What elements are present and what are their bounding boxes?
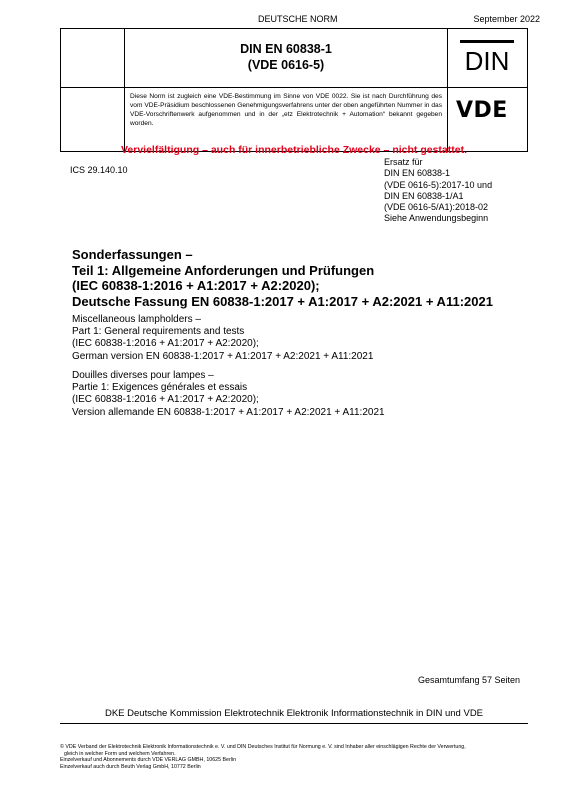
title-line: Teil 1: Allgemeine Anforderungen und Prüfungen bbox=[72, 262, 375, 278]
footer-rule bbox=[60, 723, 528, 724]
title-line: (IEC 60838-1:2016 + A1:2017 + A2:2020); bbox=[72, 278, 320, 294]
publication-date: September 2022 bbox=[473, 14, 540, 24]
copy-warning: Vervielfältigung – auch für innerbetriebliche Zwecke – nicht gestattet. bbox=[120, 144, 467, 156]
frame-divider bbox=[60, 87, 528, 88]
title-english bbox=[72, 314, 373, 363]
title-line: German version EN 60838-1:2017 + A1:2017 + A2:2021 + A11:2021 bbox=[72, 350, 374, 362]
vde-note: Diese Norm ist zugleich eine VDE-Bestimmung im Sinne von VDE 0022. Sie ist nach Durchführung des vom VDE-Präsidium beschlossenen Genehmigungsverfahrens unter der oben angeführten Nummer in das VDE-Vorschriftenwerk aufgenommen und in der „etz Elektrotechnik + Automation“ bekannt gegeben worden. bbox=[130, 93, 442, 127]
footer-line: © VDE Verband der Elektrotechnik Elektronik Informationstechnik e. V. und DIN Deutsches Institut für Normung e. V. sind Inhaber aller einschlägigen Rechte der Verwertung, bbox=[60, 744, 466, 750]
title-line: Deutsche Fassung EN 60838-1:2017 + A1:2017 + A2:2021 + A11:2021 bbox=[72, 293, 493, 309]
total-pages: Gesamtumfang 57 Seiten bbox=[417, 675, 520, 685]
din-logo-text: DIN bbox=[464, 46, 510, 76]
title-german bbox=[72, 247, 493, 309]
title-french bbox=[72, 370, 385, 419]
footer-line: gleich in welcher Form und welchem Verfahren. bbox=[64, 750, 176, 757]
title-line: Miscellaneous lampholders – bbox=[72, 314, 201, 325]
replacement-line: DIN EN 60838-1/A1 bbox=[384, 190, 464, 201]
title-line: Version allemande EN 60838-1:2017 + A1:2017 + A2:2021 + A11:2021 bbox=[72, 406, 385, 418]
replacement-line: Siehe Anwendungsbeginn bbox=[384, 213, 489, 224]
title-line: Part 1: General requirements and tests bbox=[72, 326, 245, 338]
frame-divider bbox=[447, 28, 448, 152]
title-line: Sonderfassungen – bbox=[72, 247, 193, 262]
replacement-info bbox=[384, 157, 492, 225]
vde-logo: VDE bbox=[456, 98, 508, 123]
din-logo bbox=[456, 36, 518, 78]
replacement-line: DIN EN 60838-1 bbox=[384, 168, 451, 179]
replacement-line: (VDE 0616-5/A1):2018-02 bbox=[384, 202, 489, 213]
footer-line: Einzelverkauf auch durch Beuth Verlag GmbH, 10772 Berlin bbox=[60, 764, 201, 771]
footer-line: Einzelverkauf und Abonnements durch VDE VERLAG GMBH, 10625 Berlin bbox=[60, 757, 237, 764]
standard-designation bbox=[125, 41, 447, 73]
dke-line: DKE Deutsche Kommission Elektrotechnik Elektronik Informationstechnik in DIN und VDE bbox=[104, 708, 484, 719]
title-line: Partie 1: Exigences générales et essais bbox=[72, 382, 248, 394]
title-line: (IEC 60838-1:2016 + A1:2017 + A2:2020); bbox=[72, 338, 259, 350]
replacement-line: Ersatz für bbox=[384, 157, 423, 167]
replacement-line: (VDE 0616-5):2017-10 und bbox=[384, 179, 493, 190]
title-line: (IEC 60838-1:2016 + A1:2017 + A2:2020); bbox=[72, 394, 259, 406]
copyright-footer bbox=[60, 744, 530, 771]
document-type: DEUTSCHE NORM bbox=[258, 14, 338, 24]
vde-number: (VDE 0616-5) bbox=[247, 58, 325, 72]
ics-code: ICS 29.140.10 bbox=[70, 165, 128, 175]
title-line: Douilles diverses pour lampes – bbox=[72, 370, 214, 381]
standard-number: DIN EN 60838-1 bbox=[240, 42, 332, 56]
